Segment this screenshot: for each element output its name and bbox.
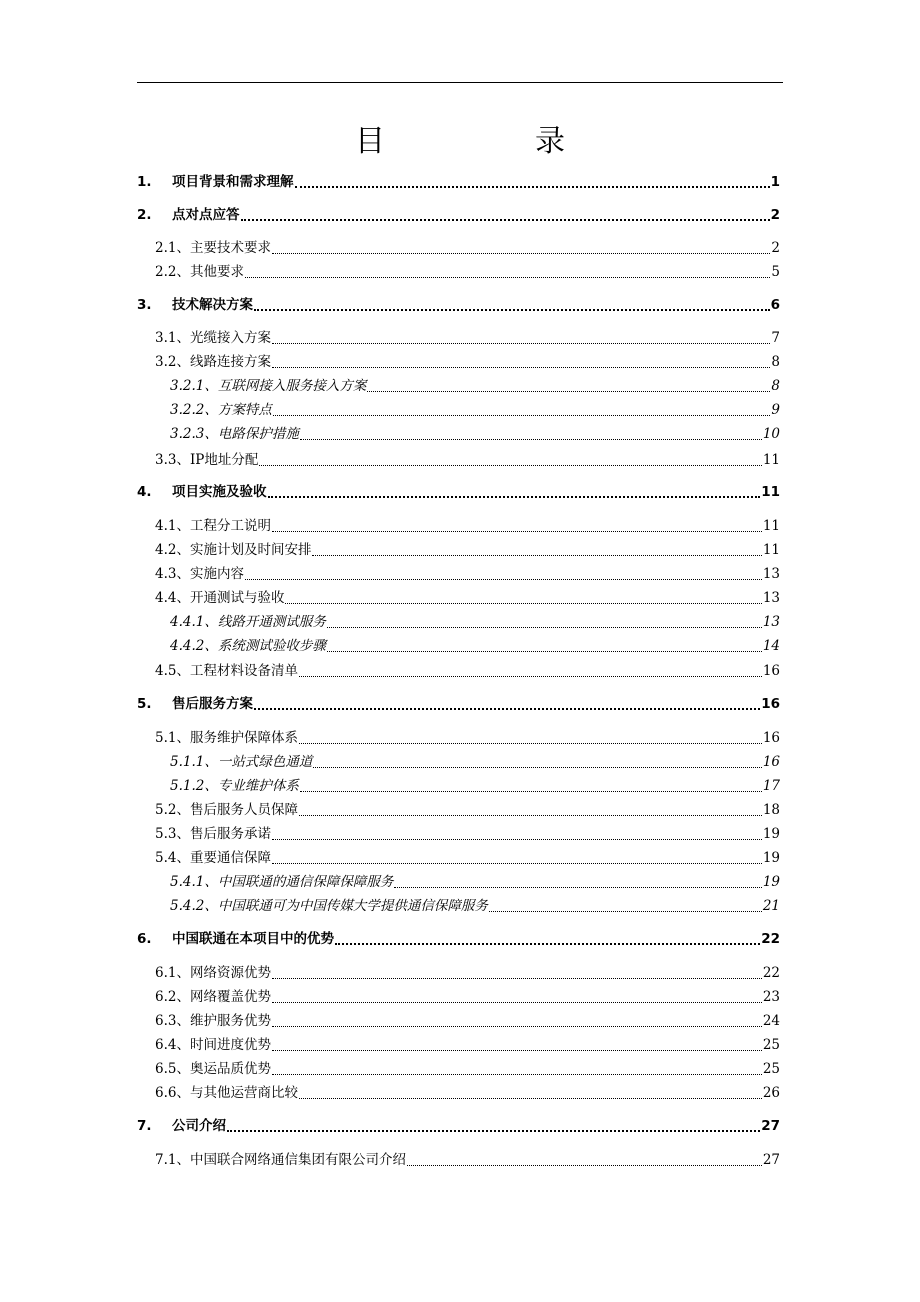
toc-dot-leader (254, 694, 760, 710)
toc-page-number: 16 (762, 730, 780, 746)
toc-dot-leader (241, 205, 770, 221)
toc-page-number: 26 (762, 1085, 780, 1101)
toc-dot-leader (299, 801, 762, 816)
toc-page-number: 19 (762, 850, 780, 866)
toc-page-number: 22 (762, 965, 780, 981)
toc-dot-leader (285, 589, 761, 604)
toc-entry[interactable] (155, 1149, 780, 1171)
toc-page-number: 8 (771, 378, 780, 394)
toc-page-number: 19 (762, 826, 780, 842)
toc-page-number: 2 (770, 207, 780, 223)
toc-page-number: 5 (771, 264, 780, 280)
toc-entry[interactable] (155, 327, 780, 349)
toc-entry-number: 6. (137, 931, 152, 947)
toc-dot-leader (300, 425, 762, 440)
toc-dot-leader (273, 401, 771, 416)
toc-page-number: 27 (762, 1152, 780, 1168)
toc-page-number: 19 (762, 874, 780, 890)
toc-entry-label: 6.2、网络覆盖优势 (155, 989, 271, 1005)
toc-entry[interactable] (170, 375, 780, 397)
toc-entry-label: 3.2.2、方案特点 (170, 402, 272, 418)
toc-entry[interactable] (170, 895, 780, 917)
toc-page-number: 22 (761, 931, 780, 947)
toc-entry-label: 5.4.1、中国联通的通信保障保障服务 (170, 874, 394, 890)
toc-entry-label: 4.4.1、线路开通测试服务 (170, 614, 326, 630)
toc-entry-label: 6.5、奥运品质优势 (155, 1061, 271, 1077)
toc-entry-label: 4.3、实施内容 (155, 566, 244, 582)
toc-dot-leader (272, 517, 762, 532)
toc-entry-label: 5.3、售后服务承诺 (155, 826, 271, 842)
toc-entry[interactable] (170, 611, 780, 633)
toc-entry-label: 3.3、IP地址分配 (155, 452, 259, 468)
toc-entry[interactable] (155, 660, 780, 682)
toc-entry-label: 2.1、主要技术要求 (155, 240, 271, 256)
toc-dot-leader (272, 988, 762, 1003)
toc-dot-leader (295, 172, 770, 188)
toc-entry-label: 6.1、网络资源优势 (155, 965, 271, 981)
toc-entry-label: 5.1、服务维护保障体系 (155, 730, 298, 746)
toc-dot-leader (299, 729, 762, 744)
toc-entry-label: 6.3、维护服务优势 (155, 1013, 271, 1029)
toc-page-number: 25 (762, 1061, 780, 1077)
toc-page-number: 17 (762, 778, 780, 794)
toc-entry[interactable] (170, 423, 780, 445)
toc-entry[interactable] (155, 563, 780, 585)
toc-page-number: 11 (762, 518, 780, 534)
toc-entry-number: 7. (137, 1118, 152, 1134)
toc-entry[interactable] (137, 171, 780, 193)
toc-entry[interactable] (137, 693, 780, 715)
toc-entry-label: 4.4、开通测试与验收 (155, 590, 285, 606)
toc-dot-leader (312, 541, 761, 556)
toc-entry-label: 技术解决方案 (172, 297, 253, 313)
toc-entry[interactable] (155, 587, 780, 609)
toc-page-number: 10 (762, 426, 780, 442)
toc-dot-leader (268, 482, 761, 498)
toc-entry[interactable] (155, 1082, 780, 1104)
page-title: 目 录 (355, 124, 595, 159)
toc-entry[interactable] (137, 481, 780, 503)
toc-entry-label: 5.2、售后服务人员保障 (155, 802, 298, 818)
toc-page-number: 11 (761, 484, 780, 500)
toc-entry[interactable] (155, 1010, 780, 1032)
toc-entry-number: 2. (137, 207, 152, 223)
toc-entry-label: 5.4.2、中国联通可为中国传媒大学提供通信保障服务 (170, 898, 488, 914)
toc-dot-leader (407, 1151, 762, 1166)
toc-entry[interactable] (155, 727, 780, 749)
toc-entry[interactable] (137, 1115, 780, 1137)
toc-entry-number: 1. (137, 174, 152, 190)
toc-dot-leader (335, 929, 760, 945)
toc-entry[interactable] (170, 635, 780, 657)
toc-entry-label: 4.5、工程材料设备清单 (155, 663, 298, 679)
toc-page-number: 14 (762, 638, 780, 654)
toc-entry-label: 点对点应答 (172, 207, 240, 223)
toc-dot-leader (272, 964, 762, 979)
toc-entry[interactable] (155, 539, 780, 561)
toc-page-number: 6 (770, 297, 780, 313)
toc-dot-leader (254, 295, 770, 311)
toc-dot-leader (272, 1012, 762, 1027)
toc-dot-leader (300, 777, 762, 792)
toc-page-number: 9 (771, 402, 780, 418)
toc-page-number: 24 (762, 1013, 780, 1029)
toc-page-number: 16 (762, 663, 780, 679)
toc-dot-leader (272, 329, 770, 344)
toc-dot-leader (272, 825, 762, 840)
toc-entry[interactable] (137, 928, 780, 950)
toc-dot-leader (299, 1084, 762, 1099)
toc-page-number: 2 (771, 240, 780, 256)
toc-entry-label: 5.1.2、专业维护体系 (170, 778, 299, 794)
toc-entry-label: 5.4、重要通信保障 (155, 850, 271, 866)
toc-page-number: 13 (762, 614, 780, 630)
toc-dot-leader (272, 239, 770, 254)
toc-entry[interactable] (170, 399, 780, 421)
toc-dot-leader (299, 662, 762, 677)
toc-entry-label: 4.4.2、系统测试验收步骤 (170, 638, 326, 654)
toc-entry[interactable] (155, 261, 780, 283)
toc-entry[interactable] (170, 871, 780, 893)
toc-entry[interactable] (155, 962, 780, 984)
toc-entry-label: 3.2.3、电路保护措施 (170, 426, 299, 442)
toc-entry[interactable] (155, 799, 780, 821)
toc-page-number: 8 (771, 354, 780, 370)
toc-dot-leader (327, 613, 762, 628)
toc-dot-leader (272, 1036, 762, 1051)
toc-dot-leader (394, 873, 761, 888)
toc-entry-label: 5.1.1、一站式绿色通道 (170, 754, 313, 770)
toc-entry[interactable] (137, 294, 780, 316)
toc-entry[interactable] (155, 847, 780, 869)
toc-entry[interactable] (155, 823, 780, 845)
toc-entry-label: 3.1、光缆接入方案 (155, 330, 271, 346)
toc-entry-label: 6.4、时间进度优势 (155, 1037, 271, 1053)
toc-entry-label: 7.1、中国联合网络通信集团有限公司介绍 (155, 1152, 406, 1168)
toc-entry-label: 项目实施及验收 (172, 484, 267, 500)
toc-entry[interactable] (155, 351, 780, 373)
toc-entry[interactable] (155, 1034, 780, 1056)
toc-page-number: 7 (771, 330, 780, 346)
toc-dot-leader (227, 1116, 760, 1132)
toc-entry-number: 3. (137, 297, 152, 313)
toc-dot-leader (489, 897, 762, 912)
toc-dot-leader (272, 353, 770, 368)
toc-entry[interactable] (155, 449, 780, 471)
toc-entry-label: 售后服务方案 (172, 696, 253, 712)
toc-dot-leader (272, 849, 762, 864)
toc-entry-label: 中国联通在本项目中的优势 (172, 931, 334, 947)
toc-entry-number: 5. (137, 696, 152, 712)
toc-entry-label: 6.6、与其他运营商比较 (155, 1085, 298, 1101)
toc-entry-label: 3.2、线路连接方案 (155, 354, 271, 370)
toc-entry-label: 项目背景和需求理解 (172, 174, 294, 190)
toc-entry-label: 4.2、实施计划及时间安排 (155, 542, 312, 558)
toc-page-number: 1 (770, 174, 780, 190)
toc-page-number: 23 (762, 989, 780, 1005)
toc-entry[interactable] (170, 751, 780, 773)
toc-page-number: 13 (762, 590, 780, 606)
toc-page-number: 18 (762, 802, 780, 818)
toc-page-number: 25 (762, 1037, 780, 1053)
toc-entry[interactable] (137, 204, 780, 226)
toc-entry[interactable] (155, 986, 780, 1008)
toc-dot-leader (259, 451, 761, 466)
toc-entry-label: 2.2、其他要求 (155, 264, 244, 280)
toc-entry[interactable] (155, 1058, 780, 1080)
toc-dot-leader (245, 565, 762, 580)
toc-entry-label: 3.2.1、互联网接入服务接入方案 (170, 378, 367, 394)
toc-page-number: 11 (762, 452, 780, 468)
toc-entry-number: 4. (137, 484, 152, 500)
toc-dot-leader (367, 377, 770, 392)
toc-page-number: 27 (761, 1118, 780, 1134)
toc-page-number: 11 (762, 542, 780, 558)
toc-entry[interactable] (155, 237, 780, 259)
toc-dot-leader (313, 753, 761, 768)
toc-page-number: 21 (762, 898, 780, 914)
toc-entry-label: 公司介绍 (172, 1118, 226, 1134)
toc-entry[interactable] (155, 515, 780, 537)
toc-page-number: 13 (762, 566, 780, 582)
toc-entry-label: 4.1、工程分工说明 (155, 518, 271, 534)
toc-entry[interactable] (170, 775, 780, 797)
toc-dot-leader (272, 1060, 762, 1075)
toc-dot-leader (327, 637, 762, 652)
toc-page-number: 16 (762, 754, 780, 770)
toc-page-number: 16 (761, 696, 780, 712)
toc-dot-leader (245, 263, 770, 278)
